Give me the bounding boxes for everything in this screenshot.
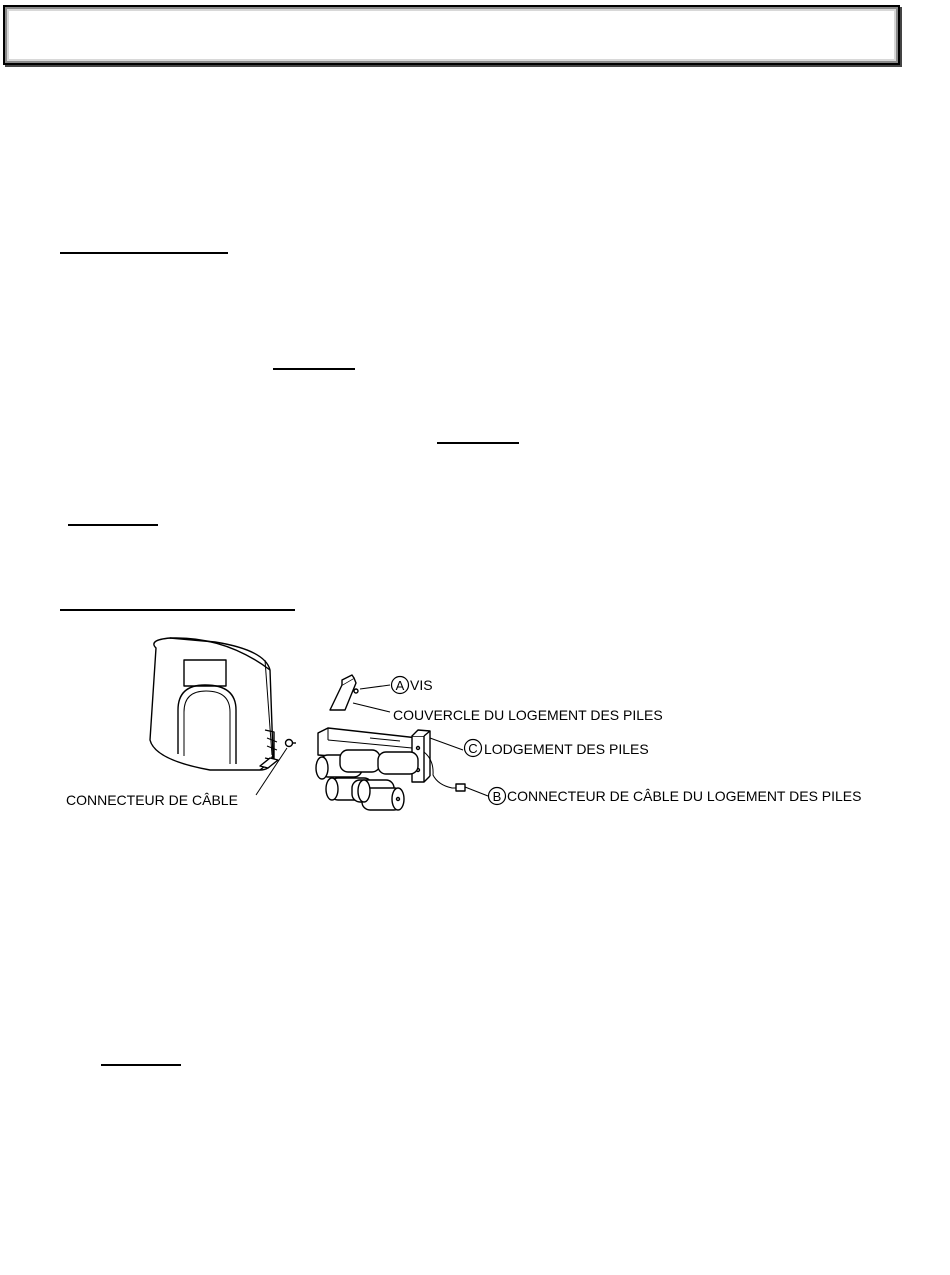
label-housing-connector: CONNECTEUR DE CÂBLE DU LOGEMENT DES PILES [507,788,862,804]
marker-a-letter: A [395,678,405,693]
label-vis: VIS [410,677,433,693]
heading-underline-2 [273,368,355,370]
marker-c [465,740,482,757]
label-cover: COUVERCLE DU LOGEMENT DES PILES [393,707,663,723]
battery-cover [330,675,390,712]
heading-underline-5 [60,609,295,611]
label-housing: LODGEMENT DES PILES [484,741,649,757]
marker-b-letter: B [492,789,502,804]
heading-underline-1 [60,252,228,254]
heading-underline-4 [68,524,158,526]
marker-b [489,788,506,805]
marker-c-letter: C [468,741,478,756]
heading-underline-6 [101,1064,181,1066]
marker-a [392,677,409,694]
heading-underline-3 [437,442,519,444]
batteries [316,750,418,810]
header-box [3,5,900,65]
control-unit [150,638,296,770]
battery-installation-diagram [60,630,900,820]
label-cable-connector: CONNECTEUR DE CÂBLE [66,792,238,808]
